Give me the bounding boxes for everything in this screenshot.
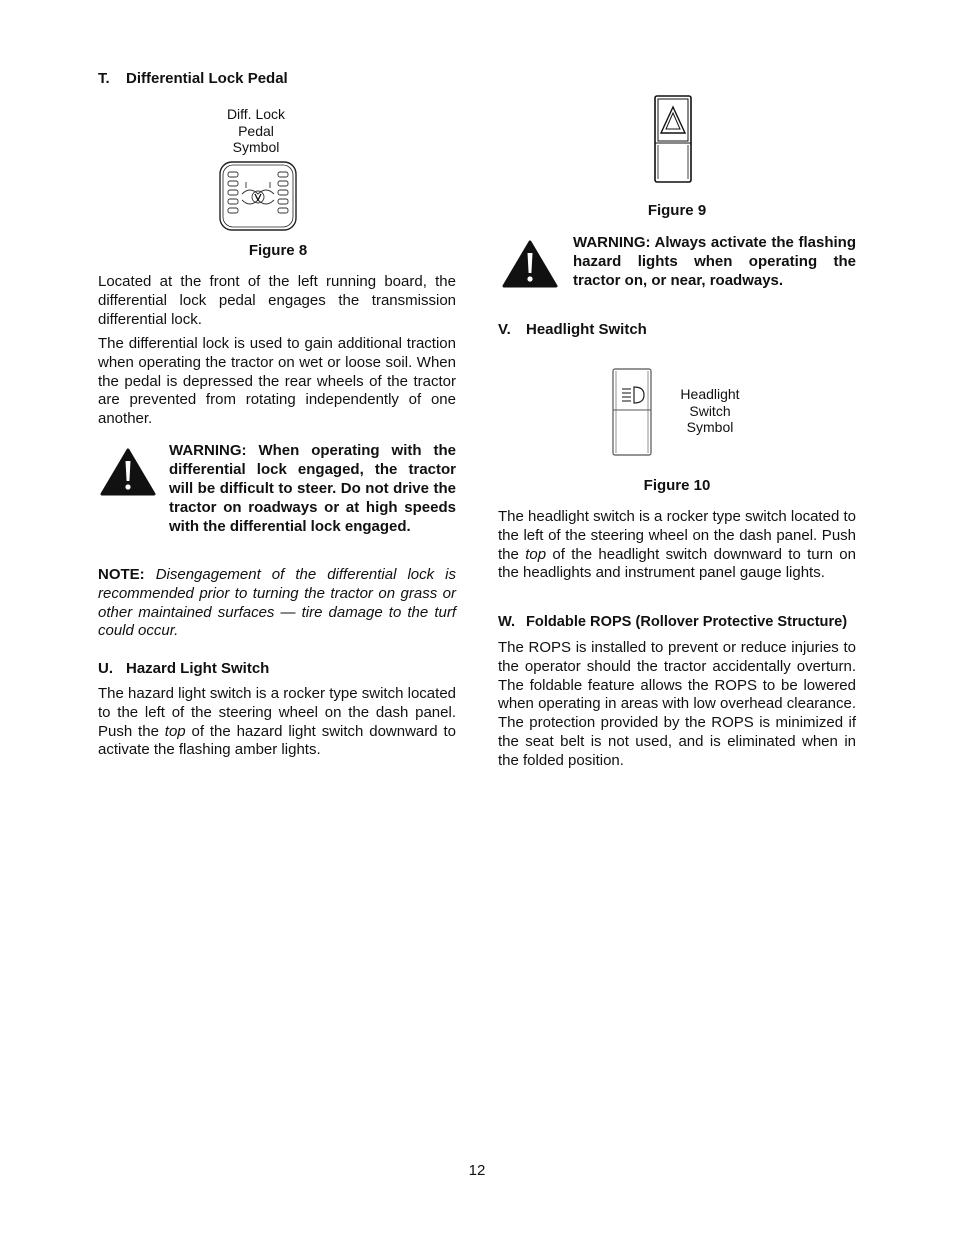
diff-lock-note: NOTE: Disengagement of the differential lock is recommended prior to turning the tractor on grass or other maintained surfaces — tire damage to the turf could occur.: [98, 566, 456, 640]
diff-lock-traction-paragraph: The differential lock is used to gain additional traction when operating the tractor on wet or loose soil. When the pedal is depressed the rear wheels of the tractor are prevented from rotating independently of one another.: [98, 335, 456, 428]
hazard-switch-icon: [654, 95, 692, 183]
figure-9-caption: Figure 9: [647, 202, 707, 219]
section-t-heading: T. Differential Lock Pedal: [98, 70, 288, 87]
figure-10-caption: Figure 10: [643, 477, 711, 494]
diff-lock-symbol-label: Diff. Lock Pedal Symbol: [226, 106, 286, 155]
diff-lock-location-paragraph: Located at the front of the left running board, the differential lock pedal engages the transmission differential lock.: [98, 273, 456, 328]
page-number: 12: [468, 1162, 486, 1179]
headlight-symbol-label: Headlight Switch Symbol: [680, 386, 740, 435]
warning-triangle-icon: [99, 447, 157, 497]
figure-8-caption: Figure 8: [248, 242, 308, 259]
hazard-roadway-warning: WARNING: Always activate the flashing hazard lights when operating the tractor on, or near, roadways.: [573, 234, 856, 289]
section-w-heading: W. Foldable ROPS (Rollover Protective Structure): [498, 614, 848, 630]
headlight-switch-paragraph: The headlight switch is a rocker type switch located to the left of the steering wheel on the dash panel. Push the top of the headlight switch downward to turn on the headlights and instrument panel gauge lights.: [498, 508, 856, 582]
warning-triangle-icon: [500, 239, 560, 289]
rops-paragraph: The ROPS is installed to prevent or reduce injuries to the operator should the tractor accidentally overturn. The foldable feature allows the ROPS to be lowered when operating in areas with low overhead clearance. The protection provided by the ROPS is minimized if the seat belt is not used, and is eliminated when in the folded position.: [498, 639, 856, 769]
hazard-switch-paragraph: The hazard light switch is a rocker type switch located to the left of the steering wheel on the dash panel. Push the top of the hazard light switch downward to activate the flashing amber lights.: [98, 685, 456, 759]
section-v-heading: V. Headlight Switch: [498, 321, 647, 338]
diff-lock-pedal-icon: [218, 160, 298, 232]
headlight-switch-icon: [612, 368, 652, 456]
diff-lock-warning: WARNING: When operating with the differential lock engaged, the tractor will be difficult to steer. Do not drive the tractor on roadways or at high speeds with the differential lock engaged.: [169, 442, 456, 535]
section-u-heading: U. Hazard Light Switch: [98, 660, 270, 677]
